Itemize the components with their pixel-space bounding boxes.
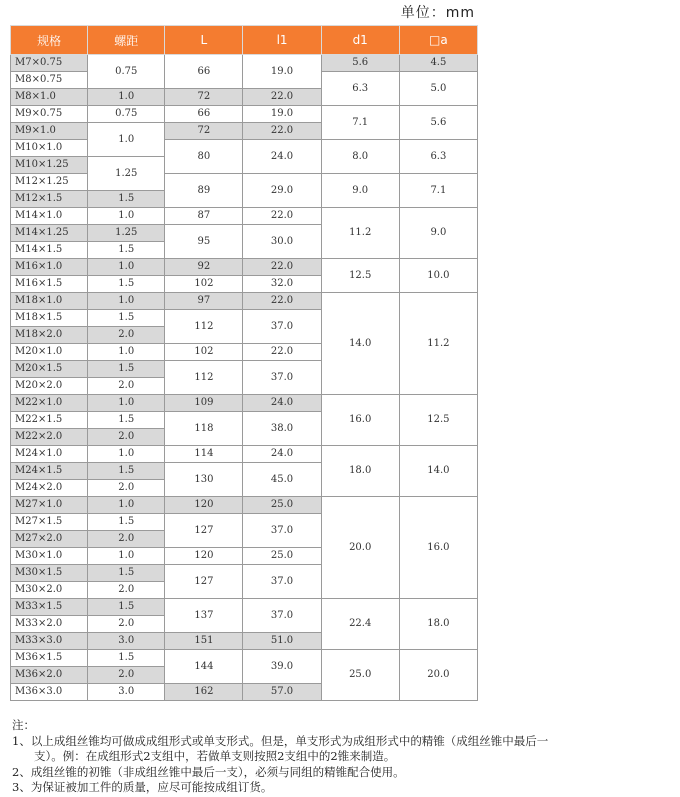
spec-cell: M22×2.0 — [11, 429, 88, 446]
length-cell: 80 — [165, 140, 243, 174]
thread-length-cell: 29.0 — [243, 174, 321, 208]
spec-cell: M30×1.0 — [11, 548, 88, 565]
pitch-cell: 2.0 — [88, 480, 165, 497]
thread-length-cell: 37.0 — [243, 310, 321, 344]
spec-cell: M9×0.75 — [11, 106, 88, 123]
pitch-cell: 1.0 — [88, 208, 165, 225]
square-cell: 7.1 — [399, 174, 477, 208]
thread-length-cell: 22.0 — [243, 344, 321, 361]
length-cell: 127 — [165, 514, 243, 548]
thread-length-cell: 37.0 — [243, 361, 321, 395]
length-cell: 120 — [165, 548, 243, 565]
spec-cell: M10×1.0 — [11, 140, 88, 157]
spec-cell: M12×1.5 — [11, 191, 88, 208]
spec-cell: M22×1.5 — [11, 412, 88, 429]
header-pitch: 螺距 — [88, 26, 165, 55]
square-cell: 18.0 — [399, 599, 477, 650]
table-row — [11, 55, 478, 72]
table-row — [11, 208, 478, 225]
note-item-continuation: 支）。例：在成组形式2支组中，若做单支则按照2支组中的2锥来制造。 — [34, 749, 396, 763]
spec-cell: M16×1.5 — [11, 276, 88, 293]
spec-cell: M10×1.25 — [11, 157, 88, 174]
spec-cell: M36×3.0 — [11, 684, 88, 701]
length-cell: 66 — [165, 55, 243, 89]
thread-length-cell: 24.0 — [243, 140, 321, 174]
pitch-cell: 1.5 — [88, 514, 165, 531]
thread-length-cell: 22.0 — [243, 123, 321, 140]
square-cell: 16.0 — [399, 497, 477, 599]
square-cell: 4.5 — [399, 55, 477, 72]
pitch-cell: 1.5 — [88, 412, 165, 429]
note-item: 1、以上成组丝锥均可做成成组形式或单支形式。但是，单支形式为成组形式中的精锥（成组丝锥中最后一 — [12, 733, 549, 748]
square-cell: 11.2 — [399, 293, 477, 395]
shank-diameter-cell: 14.0 — [321, 293, 399, 395]
header-length: L — [165, 26, 243, 55]
length-cell: 66 — [165, 106, 243, 123]
spec-cell: M14×1.0 — [11, 208, 88, 225]
square-cell: 6.3 — [399, 140, 477, 174]
pitch-cell: 2.0 — [88, 429, 165, 446]
thread-length-cell: 25.0 — [243, 497, 321, 514]
spec-cell: M27×1.0 — [11, 497, 88, 514]
table-row — [11, 293, 478, 310]
thread-length-cell: 32.0 — [243, 276, 321, 293]
table-row — [11, 497, 478, 514]
length-cell: 97 — [165, 293, 243, 310]
thread-length-cell: 39.0 — [243, 650, 321, 684]
pitch-cell: 1.25 — [88, 157, 165, 191]
spec-cell: M27×2.0 — [11, 531, 88, 548]
length-cell: 137 — [165, 599, 243, 633]
pitch-cell: 2.0 — [88, 667, 165, 684]
spec-cell: M33×3.0 — [11, 633, 88, 650]
thread-length-cell: 19.0 — [243, 55, 321, 89]
pitch-cell: 1.5 — [88, 599, 165, 616]
notes-title: 注： — [12, 718, 35, 732]
pitch-cell: 1.5 — [88, 361, 165, 378]
shank-diameter-cell: 20.0 — [321, 497, 399, 599]
shank-diameter-cell: 7.1 — [321, 106, 399, 140]
length-cell: 89 — [165, 174, 243, 208]
spec-cell: M20×1.0 — [11, 344, 88, 361]
shank-diameter-cell: 18.0 — [321, 446, 399, 497]
shank-diameter-cell: 6.3 — [321, 72, 399, 106]
thread-length-cell: 22.0 — [243, 89, 321, 106]
spec-cell: M18×2.0 — [11, 327, 88, 344]
thread-length-cell: 38.0 — [243, 412, 321, 446]
length-cell: 120 — [165, 497, 243, 514]
pitch-cell: 2.0 — [88, 616, 165, 633]
unit-label: 单位：mm — [400, 5, 475, 21]
spec-cell: M24×1.0 — [11, 446, 88, 463]
table-row — [11, 140, 478, 157]
notes-section — [12, 718, 632, 796]
spec-cell: M16×1.0 — [11, 259, 88, 276]
shank-diameter-cell: 5.6 — [321, 55, 399, 72]
spec-cell: M8×0.75 — [11, 72, 88, 89]
thread-length-cell: 37.0 — [243, 514, 321, 548]
length-cell: 92 — [165, 259, 243, 276]
thread-length-cell: 30.0 — [243, 225, 321, 259]
spec-cell: M14×1.5 — [11, 242, 88, 259]
length-cell: 144 — [165, 650, 243, 684]
header-thread-length: l1 — [243, 26, 321, 55]
spec-cell: M9×1.0 — [11, 123, 88, 140]
length-cell: 109 — [165, 395, 243, 412]
length-cell: 87 — [165, 208, 243, 225]
pitch-cell: 1.0 — [88, 89, 165, 106]
pitch-cell: 1.0 — [88, 259, 165, 276]
header-spec: 规格 — [11, 26, 88, 55]
thread-length-cell: 45.0 — [243, 463, 321, 497]
pitch-cell: 2.0 — [88, 531, 165, 548]
table-row — [11, 174, 478, 191]
square-cell: 5.0 — [399, 72, 477, 106]
shank-diameter-cell: 8.0 — [321, 140, 399, 174]
pitch-cell: 1.0 — [88, 123, 165, 157]
thread-length-cell: 37.0 — [243, 599, 321, 633]
spec-cell: M36×1.5 — [11, 650, 88, 667]
pitch-cell: 1.5 — [88, 310, 165, 327]
shank-diameter-cell: 22.4 — [321, 599, 399, 650]
spec-cell: M14×1.25 — [11, 225, 88, 242]
pitch-cell: 1.5 — [88, 276, 165, 293]
table-row — [11, 395, 478, 412]
square-cell: 10.0 — [399, 259, 477, 293]
spec-cell: M18×1.0 — [11, 293, 88, 310]
length-cell: 72 — [165, 123, 243, 140]
spec-cell: M18×1.5 — [11, 310, 88, 327]
pitch-cell: 1.5 — [88, 650, 165, 667]
length-cell: 112 — [165, 361, 243, 395]
thread-length-cell: 51.0 — [243, 633, 321, 650]
spec-cell: M33×1.5 — [11, 599, 88, 616]
pitch-cell: 1.25 — [88, 225, 165, 242]
header-shank-diameter: d1 — [321, 26, 399, 55]
shank-diameter-cell: 9.0 — [321, 174, 399, 208]
pitch-cell: 3.0 — [88, 684, 165, 701]
spec-cell: M20×1.5 — [11, 361, 88, 378]
square-cell: 12.5 — [399, 395, 477, 446]
length-cell: 162 — [165, 684, 243, 701]
pitch-cell: 2.0 — [88, 327, 165, 344]
thread-length-cell: 24.0 — [243, 395, 321, 412]
length-cell: 151 — [165, 633, 243, 650]
pitch-cell: 0.75 — [88, 106, 165, 123]
table-row — [11, 650, 478, 667]
pitch-cell: 2.0 — [88, 378, 165, 395]
spec-cell: M22×1.0 — [11, 395, 88, 412]
note-item: 2、成组丝锥的初锥（非成组丝锥中最后一支），必须与同组的精锥配合使用。 — [12, 764, 405, 779]
length-cell: 114 — [165, 446, 243, 463]
thread-length-cell: 22.0 — [243, 208, 321, 225]
table-row — [11, 259, 478, 276]
length-cell: 72 — [165, 89, 243, 106]
pitch-cell: 2.0 — [88, 582, 165, 599]
spec-cell: M8×1.0 — [11, 89, 88, 106]
length-cell: 102 — [165, 344, 243, 361]
length-cell: 130 — [165, 463, 243, 497]
spec-cell: M24×2.0 — [11, 480, 88, 497]
thread-length-cell: 25.0 — [243, 548, 321, 565]
thread-length-cell: 37.0 — [243, 565, 321, 599]
note-item: 3、为保证被加工件的质量，应尽可能按成组订货。 — [12, 780, 273, 794]
thread-length-cell: 22.0 — [243, 293, 321, 310]
pitch-cell: 1.5 — [88, 565, 165, 582]
pitch-cell: 1.0 — [88, 548, 165, 565]
tap-spec-table — [10, 25, 478, 701]
pitch-cell: 1.0 — [88, 344, 165, 361]
shank-diameter-cell: 25.0 — [321, 650, 399, 701]
table-row — [11, 106, 478, 123]
pitch-cell: 3.0 — [88, 633, 165, 650]
pitch-cell: 1.5 — [88, 463, 165, 480]
spec-cell: M24×1.5 — [11, 463, 88, 480]
square-cell: 20.0 — [399, 650, 477, 701]
table-row — [11, 599, 478, 616]
square-cell: 5.6 — [399, 106, 477, 140]
shank-diameter-cell: 12.5 — [321, 259, 399, 293]
length-cell: 102 — [165, 276, 243, 293]
shank-diameter-cell: 11.2 — [321, 208, 399, 259]
thread-length-cell: 24.0 — [243, 446, 321, 463]
length-cell: 112 — [165, 310, 243, 344]
thread-length-cell: 22.0 — [243, 259, 321, 276]
pitch-cell: 1.0 — [88, 497, 165, 514]
pitch-cell: 1.0 — [88, 293, 165, 310]
length-cell: 95 — [165, 225, 243, 259]
spec-cell: M33×2.0 — [11, 616, 88, 633]
spec-cell: M30×1.5 — [11, 565, 88, 582]
spec-cell: M27×1.5 — [11, 514, 88, 531]
square-cell: 14.0 — [399, 446, 477, 497]
thread-length-cell: 57.0 — [243, 684, 321, 701]
header-square: □a — [399, 26, 477, 55]
thread-length-cell: 19.0 — [243, 106, 321, 123]
pitch-cell: 1.0 — [88, 446, 165, 463]
table-header-row — [11, 26, 478, 55]
pitch-cell: 1.5 — [88, 242, 165, 259]
spec-cell: M12×1.25 — [11, 174, 88, 191]
pitch-cell: 1.5 — [88, 191, 165, 208]
pitch-cell: 0.75 — [88, 55, 165, 89]
table-row — [11, 446, 478, 463]
spec-cell: M30×2.0 — [11, 582, 88, 599]
spec-cell: M20×2.0 — [11, 378, 88, 395]
pitch-cell: 1.0 — [88, 395, 165, 412]
shank-diameter-cell: 16.0 — [321, 395, 399, 446]
length-cell: 118 — [165, 412, 243, 446]
spec-cell: M36×2.0 — [11, 667, 88, 684]
length-cell: 127 — [165, 565, 243, 599]
square-cell: 9.0 — [399, 208, 477, 259]
spec-cell: M7×0.75 — [11, 55, 88, 72]
